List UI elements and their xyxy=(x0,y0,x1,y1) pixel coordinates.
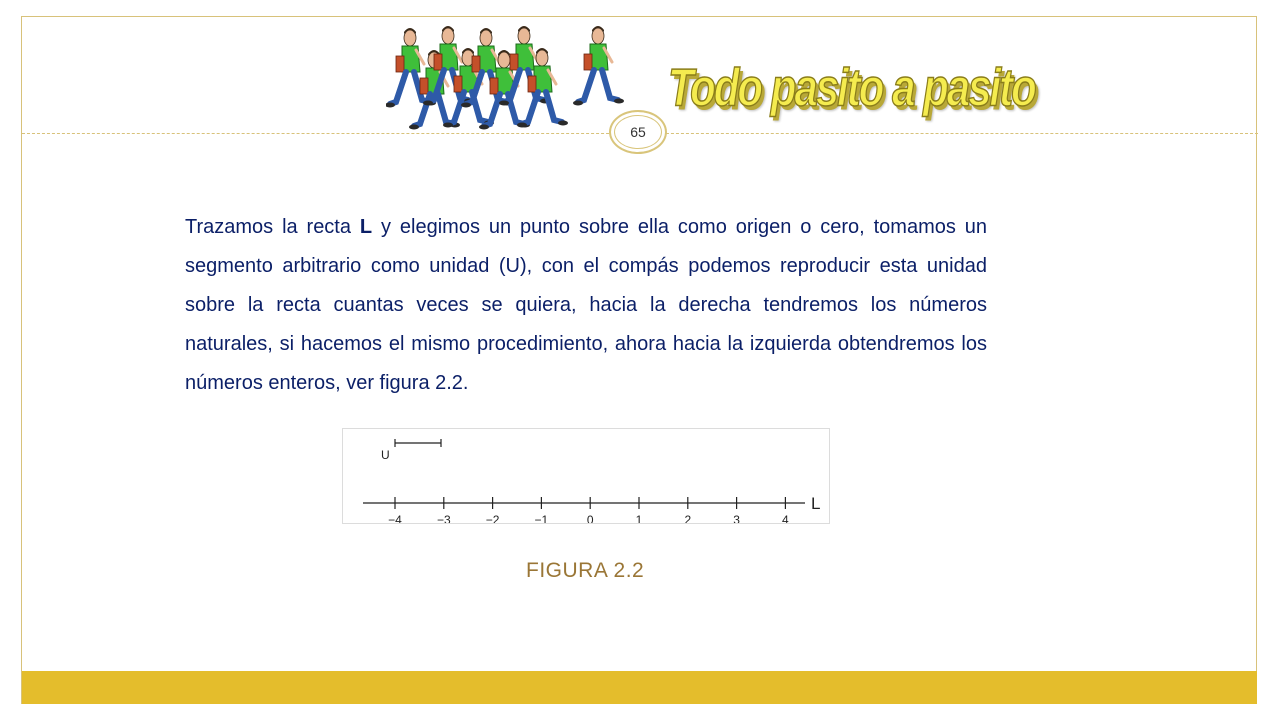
tick-label: 2 xyxy=(684,513,692,523)
figure-caption: FIGURA 2.2 xyxy=(526,559,645,582)
tick-label: −1 xyxy=(534,513,549,523)
walking-students-icon xyxy=(386,22,636,134)
paragraph-text-1: Trazamos la recta xyxy=(185,216,360,238)
footer-bar xyxy=(22,671,1257,704)
number-line-figure xyxy=(342,428,830,524)
tick-label: −3 xyxy=(436,513,451,523)
tick-group xyxy=(388,497,789,523)
body-paragraph xyxy=(185,208,987,403)
line-label: L xyxy=(811,494,821,513)
paragraph-bold-L: L xyxy=(359,216,373,238)
page-number-badge: 65 xyxy=(609,110,667,154)
unit-label: U xyxy=(381,448,390,462)
paragraph-text-2: y elegimos un punto sobre ella como origen o cero, tomamos un segmento arbitrario como unidad (U), con el compás podemos reproducir esta unidad sobre la recta cuantas veces se quiera, hacia la derecha tendremos los números naturales, si hacemos el mismo procedimiento, ahora hacia la izquierda obtendremos los números enteros, ver figura 2.2. xyxy=(185,216,987,394)
tick-label: 0 xyxy=(586,513,594,523)
tick-label: −2 xyxy=(485,513,500,523)
tick-label: 3 xyxy=(733,513,740,523)
header-title: Todo pasito a pasito xyxy=(668,58,1035,117)
number-line-svg xyxy=(343,429,829,523)
tick-label: 4 xyxy=(782,513,789,523)
tick-label: 1 xyxy=(635,513,643,523)
tick-label: −4 xyxy=(388,513,402,523)
